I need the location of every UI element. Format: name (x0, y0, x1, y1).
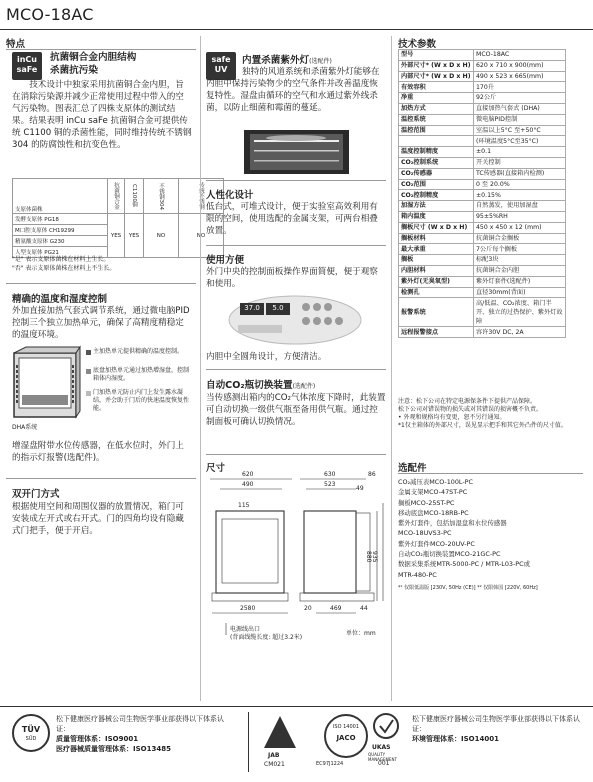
option-item: 紫外灯套件MCO-20UV-PC (398, 539, 475, 548)
spec-table (398, 49, 566, 338)
spec-row (399, 136, 566, 147)
spec-row (399, 211, 566, 222)
table-col-header: 传统不锈钢 (179, 179, 224, 214)
title-divider (0, 29, 593, 30)
table-col-header: C1100铜 (125, 179, 144, 214)
spec-key: 净重 (399, 93, 474, 104)
spec-row (399, 201, 566, 212)
table-row-label: 精氨酸支原体 G230 (13, 236, 108, 247)
temp-control-footer: 增湿盘附带水位传感器，在低水位时，外门上的指示灯报警(选配件)。 (12, 441, 184, 463)
dim-label: 490 (242, 481, 254, 488)
spec-key: 搁板 (399, 255, 474, 266)
jab-logo (262, 714, 298, 770)
dim-label: 49 (356, 485, 364, 492)
page-title: MCO-18AC (6, 5, 94, 24)
spec-value: 95±5%RH (474, 211, 566, 222)
spec-note: 松下公司对错误物的损失或对其错误的损害概不负责。 (398, 406, 543, 413)
spec-value: (环境温度5°C至35°C) (474, 136, 566, 147)
spec-value: 92公斤 (474, 93, 566, 104)
spec-row (399, 190, 566, 201)
spec-value: 0 至 20.0% (474, 179, 566, 190)
spec-value: 容许30V DC, 2A (474, 327, 566, 338)
dim-label: 620 (242, 471, 254, 478)
section-divider (6, 478, 196, 479)
co2-title-suffix: (选配件) (292, 383, 316, 390)
spec-row (399, 50, 566, 61)
table-col-header: 不锈钢304 (144, 179, 179, 214)
spec-key: CO₂传感器 (399, 168, 474, 179)
dimension-drawing (206, 473, 386, 643)
uv-title-text: 内置杀菌紫外灯 (242, 55, 310, 66)
spec-value: 高/低温、CO₂浓度、箱门半开、独立的过热保护、紫外灯故障 (474, 298, 566, 327)
spec-key: 有效容积 (399, 82, 474, 93)
table-note-yes: "是" 表示支原体菌株在材料上生长。 (12, 256, 110, 263)
spec-row (399, 103, 566, 114)
spec-row (399, 233, 566, 244)
legend-swatch (86, 369, 91, 374)
spec-key: 报警系统 (399, 298, 474, 327)
safe-uv-badge-label: safe UV (211, 55, 231, 74)
options-footnote: *¹ 仅限低温版 [230V, 50Hz (CE)] *² 仅限韩国 [220V, 60Hz] (398, 585, 538, 591)
table-cell: YES (125, 214, 144, 258)
temp-control-body: 外加直接加热气套式调节系统，通过微电脑PID控制三个独立加热单元，确保了高精度精稳定的温度环境。 (12, 306, 190, 340)
spec-key: 检测孔 (399, 287, 474, 298)
spec-value: 抗菌铜合金搁板 (474, 233, 566, 244)
spec-row (399, 222, 566, 233)
spec-value: 紫外灯套件(选配件) (474, 276, 566, 287)
ease-body: 外门中央的控制面板操作界面简便，便于观察和使用。 (206, 267, 378, 289)
mycoplasma-table (12, 178, 224, 258)
dim-label: 880 (365, 551, 372, 563)
spec-row (399, 276, 566, 287)
panel-display-left: 37.0 (244, 304, 260, 312)
dha-legend-3: 门加热单元防止内门上发生露水凝结，并会助于门后的快速温度恢复性能。 (93, 389, 190, 412)
spec-value: ±0.15% (474, 190, 566, 201)
spec-value: 微电脑PID控制 (474, 114, 566, 125)
table-col-header: 抗菌铜合金 (108, 179, 125, 214)
footer-right-line1: 环境管理体系：ISO14001 (412, 735, 499, 743)
footer-right-text (412, 714, 588, 744)
spec-value: ±0.1 (474, 147, 566, 158)
spec-value: MCO-18AC (474, 50, 566, 61)
iso-label: ISO 14001 (332, 724, 360, 730)
uv-title-suffix: (选配件) (309, 58, 332, 65)
uv-photo (244, 130, 349, 174)
option-item: MCO-18UVS3-PC (398, 529, 452, 538)
spec-value: 抗菌铜合金内胆 (474, 265, 566, 276)
legend-swatch (86, 391, 91, 396)
table-cell: NO (179, 214, 224, 258)
spec-value: 标配3块 (474, 255, 566, 266)
table-cell: NO (144, 214, 179, 258)
spec-key: 加热方式 (399, 103, 474, 114)
spec-value: 170升 (474, 82, 566, 93)
footer-left-line1: 质量管理体系：ISO9001 (56, 735, 139, 743)
column-divider (200, 36, 201, 701)
spec-key: 温控范围 (399, 125, 474, 136)
option-item: 紫外灯套件，包括加湿盘和水位传感器 (398, 519, 507, 528)
spec-key: 型号 (399, 50, 474, 61)
copper-title-2: 杀菌抗污染 (50, 65, 98, 76)
spec-key: 加湿方法 (399, 201, 474, 212)
dim-label: 523 (324, 481, 336, 488)
spec-row (399, 287, 566, 298)
unit-label: 单位：mm (346, 630, 376, 637)
spec-value: 490 x 523 x 665(mm) (474, 71, 566, 82)
table-row-label: 人型支原体 PG21 (13, 247, 108, 258)
spec-notes (398, 398, 583, 430)
spec-row (399, 168, 566, 179)
dim-label: 469 (330, 605, 342, 612)
footer-right-intro: 松下健康医疗器械公司生物医学事业部获得以下体系认证： (412, 715, 580, 733)
spec-row (399, 82, 566, 93)
table-row-label: 发酵支原体 PG18 (13, 214, 108, 225)
power-cord-length: (背面线缆长度: 超过3.2米) (230, 634, 303, 641)
spec-key: CO₂控制精度 (399, 190, 474, 201)
dim-label: 935 (371, 551, 378, 563)
spec-key: CO₂范围 (399, 179, 474, 190)
spec-key: 搁板材料 (399, 233, 474, 244)
option-item: 金属支架MCO-47ST-PC (398, 488, 468, 497)
doors-title: 双开门方式 (12, 489, 60, 500)
dha-caption: DHA系统 (12, 424, 38, 431)
co2-title (206, 377, 315, 391)
spec-key: 紫外灯(无臭氧型) (399, 276, 474, 287)
spec-row (399, 147, 566, 158)
copper-title-1: 抗菌铜合金内胆结构 (50, 52, 137, 63)
spec-row (399, 255, 566, 266)
spec-note: • 外观和规格均有变更，恕不另行通知。 (398, 414, 506, 421)
spec-note: 注意：松下公司在特定电源保条件下提供产品保障。 (398, 398, 537, 405)
table-row-label: M口腔支原体 CH19299 (13, 225, 108, 236)
spec-row (399, 244, 566, 255)
spec-row (399, 327, 566, 338)
incu-safe-badge (12, 52, 42, 80)
spec-row (399, 71, 566, 82)
jab-label: JAB (268, 752, 280, 759)
footer-left-intro: 松下健康医疗器械公司生物医学事业部获得以下体系认证： (56, 715, 224, 733)
option-item: 自动CO₂瓶切换装置MCO-21GC-PC (398, 550, 501, 559)
temp-control-title: 精确的温度和湿度控制 (12, 294, 108, 305)
footer-divider (0, 706, 593, 707)
footer-left-line2: 医疗器械质量管理体系：ISO13485 (56, 745, 171, 753)
spec-key: 远程报警接点 (399, 327, 474, 338)
jab-code: CM021 (264, 761, 285, 768)
tuv-logo (10, 712, 52, 772)
dim-label: 115 (238, 502, 250, 509)
human-title: 人性化设计 (206, 190, 254, 201)
section-divider (206, 180, 386, 181)
spec-key: 最大承重 (399, 244, 474, 255)
spec-row (399, 157, 566, 168)
spec-row (399, 114, 566, 125)
spec-row (399, 265, 566, 276)
spec-value: 室温以上5°C 至+50°C (474, 125, 566, 136)
spec-key: 温控系统 (399, 114, 474, 125)
section-divider (206, 454, 386, 455)
option-item: 数据采集系统MTR-5000-PC / MTR-L03-PC或 (398, 560, 530, 569)
legend-swatch (86, 350, 91, 355)
incu-safe-badge-label: inCu saFe (16, 55, 38, 74)
spec-key: 内部尺寸* (W x D x H) (399, 71, 474, 82)
ukas-code: 001 (378, 760, 390, 767)
dimensions-heading: 尺寸 (206, 463, 226, 474)
table-header-label: 支原体菌株 (13, 179, 108, 214)
column-divider (391, 36, 392, 701)
spec-key: 外部尺寸* (W x D x H) (399, 60, 474, 71)
uv-title (242, 52, 332, 66)
ease-title: 使用方便 (206, 255, 245, 266)
spec-note: *1仅主箱体的外部尺寸，误见显示把手和其它外凸件的尺寸值。 (398, 422, 567, 429)
spec-value: 开关控制 (474, 157, 566, 168)
panel-display-right: 5.0 (272, 304, 284, 312)
options-list (398, 477, 588, 580)
power-cord-note: 电源线出口 (230, 626, 261, 633)
spec-key: 箱内温度 (399, 211, 474, 222)
ukas-logo (368, 712, 404, 770)
spec-row (399, 125, 566, 136)
jaco-code: EC97J1224 (316, 761, 344, 767)
spec-row (399, 179, 566, 190)
dim-label: 2580 (240, 605, 256, 612)
options-divider (398, 473, 583, 474)
option-item: 移动底盘MCO-18RB-PC (398, 508, 469, 517)
spec-value: 直径30mm(背面) (474, 287, 566, 298)
dim-label: 630 (324, 471, 336, 478)
spec-value: 自然蒸发，使用加湿盘 (474, 201, 566, 212)
footer-left-text (56, 714, 236, 754)
jaco-label: JACO (336, 734, 356, 742)
section-divider (206, 245, 386, 246)
spec-row (399, 93, 566, 104)
doors-body: 根据使用空间和周围仪器的放置情况，箱门可安装成左开式或右开式。门的四角均设有隐藏式门把手，便于开启。 (12, 502, 184, 536)
spec-row (399, 60, 566, 71)
dim-label: 86 (368, 471, 376, 478)
spec-value: 450 x 450 x 12 (mm) (474, 222, 566, 233)
control-panel-image (228, 295, 363, 345)
copper-body: 技术设计中独家采用抗菌铜合金内胆，旨在消除污染源并减少正常使用过程中带入的空气污染物。图表汇总了四株支原体的测试结果。结果表明 inCu saFe 抗菌铜合金可提供传统 C1100 铜的杀菌性能，同时维持传统不锈钢 304 的防腐蚀性和抗变色性。 (12, 80, 192, 150)
dha-diagram (12, 345, 82, 423)
co2-body: 当传感测出箱内的CO₂气体浓度下降时，此装置可自动切换一级供气瓶至备用供气瓶。通过控制面板可确认切换情况。 (206, 393, 386, 427)
spec-value: 直接加热气套式 (DHA) (474, 103, 566, 114)
footer-divider-v (248, 712, 249, 772)
dha-legend-2: 底盘加热单元通过加热增湿盘，控制箱体内湿度。 (93, 367, 190, 382)
spec-key: 内胆材料 (399, 265, 474, 276)
spec-key: 温度控制精度 (399, 147, 474, 158)
option-item: CO₂减压表MCO-100L-PC (398, 478, 473, 486)
features-heading: 特点 (6, 39, 26, 50)
dim-label: 20 (304, 605, 312, 612)
dha-legend-1: 主加热单元提供精确的温度控制。 (93, 348, 184, 355)
tuv-logo-sub: SÜD (25, 736, 37, 742)
ease-caption: 内胆中全圆角设计，方便清洁。 (206, 352, 327, 362)
ukas-label: UKAS (372, 744, 391, 751)
spec-key: CO₂控制系统 (399, 157, 474, 168)
spec-key (399, 136, 474, 147)
human-body: 低台式，可堆式设计，便于实验室高效利用有限的空间，使用选配的金属支架，可两台相叠放置。 (206, 202, 378, 236)
spec-key: 搁板尺寸 (W x D x H) (399, 222, 474, 233)
features-divider (6, 49, 196, 50)
section-divider (206, 369, 386, 370)
ukas-sub: QUALITY MANAGEMENT (368, 752, 397, 762)
tuv-logo-text: TÜV (21, 725, 41, 734)
uv-body: 独特的风道系统和杀菌紫外灯能够在内胆中保持污染物少的空气条件并改善温度恢复特性。湿盘由循环的空气和水通过紫外线杀菌，以防止细菌和霉菌的蔓延。 (206, 67, 380, 113)
table-note-no: "否" 表示支原体菌株在材料上不生长。 (12, 265, 116, 272)
dim-label: 44 (360, 605, 368, 612)
table-cell: YES (108, 214, 125, 258)
spec-value: 620 x 710 x 900(mm) (474, 60, 566, 71)
spec-heading: 技术参数 (398, 39, 437, 50)
spec-value: TC传感器(直接箱内检测) (474, 168, 566, 179)
co2-title-text: 自动CO₂瓶切换装置 (206, 380, 293, 391)
options-heading: 选配件 (398, 463, 427, 474)
spec-value: 7公斤每个搁板 (474, 244, 566, 255)
spec-row (399, 298, 566, 327)
option-item: 搁板MCO-25ST-PC (398, 498, 455, 507)
section-divider (6, 283, 196, 284)
option-item: MTR-480-PC (398, 570, 437, 579)
